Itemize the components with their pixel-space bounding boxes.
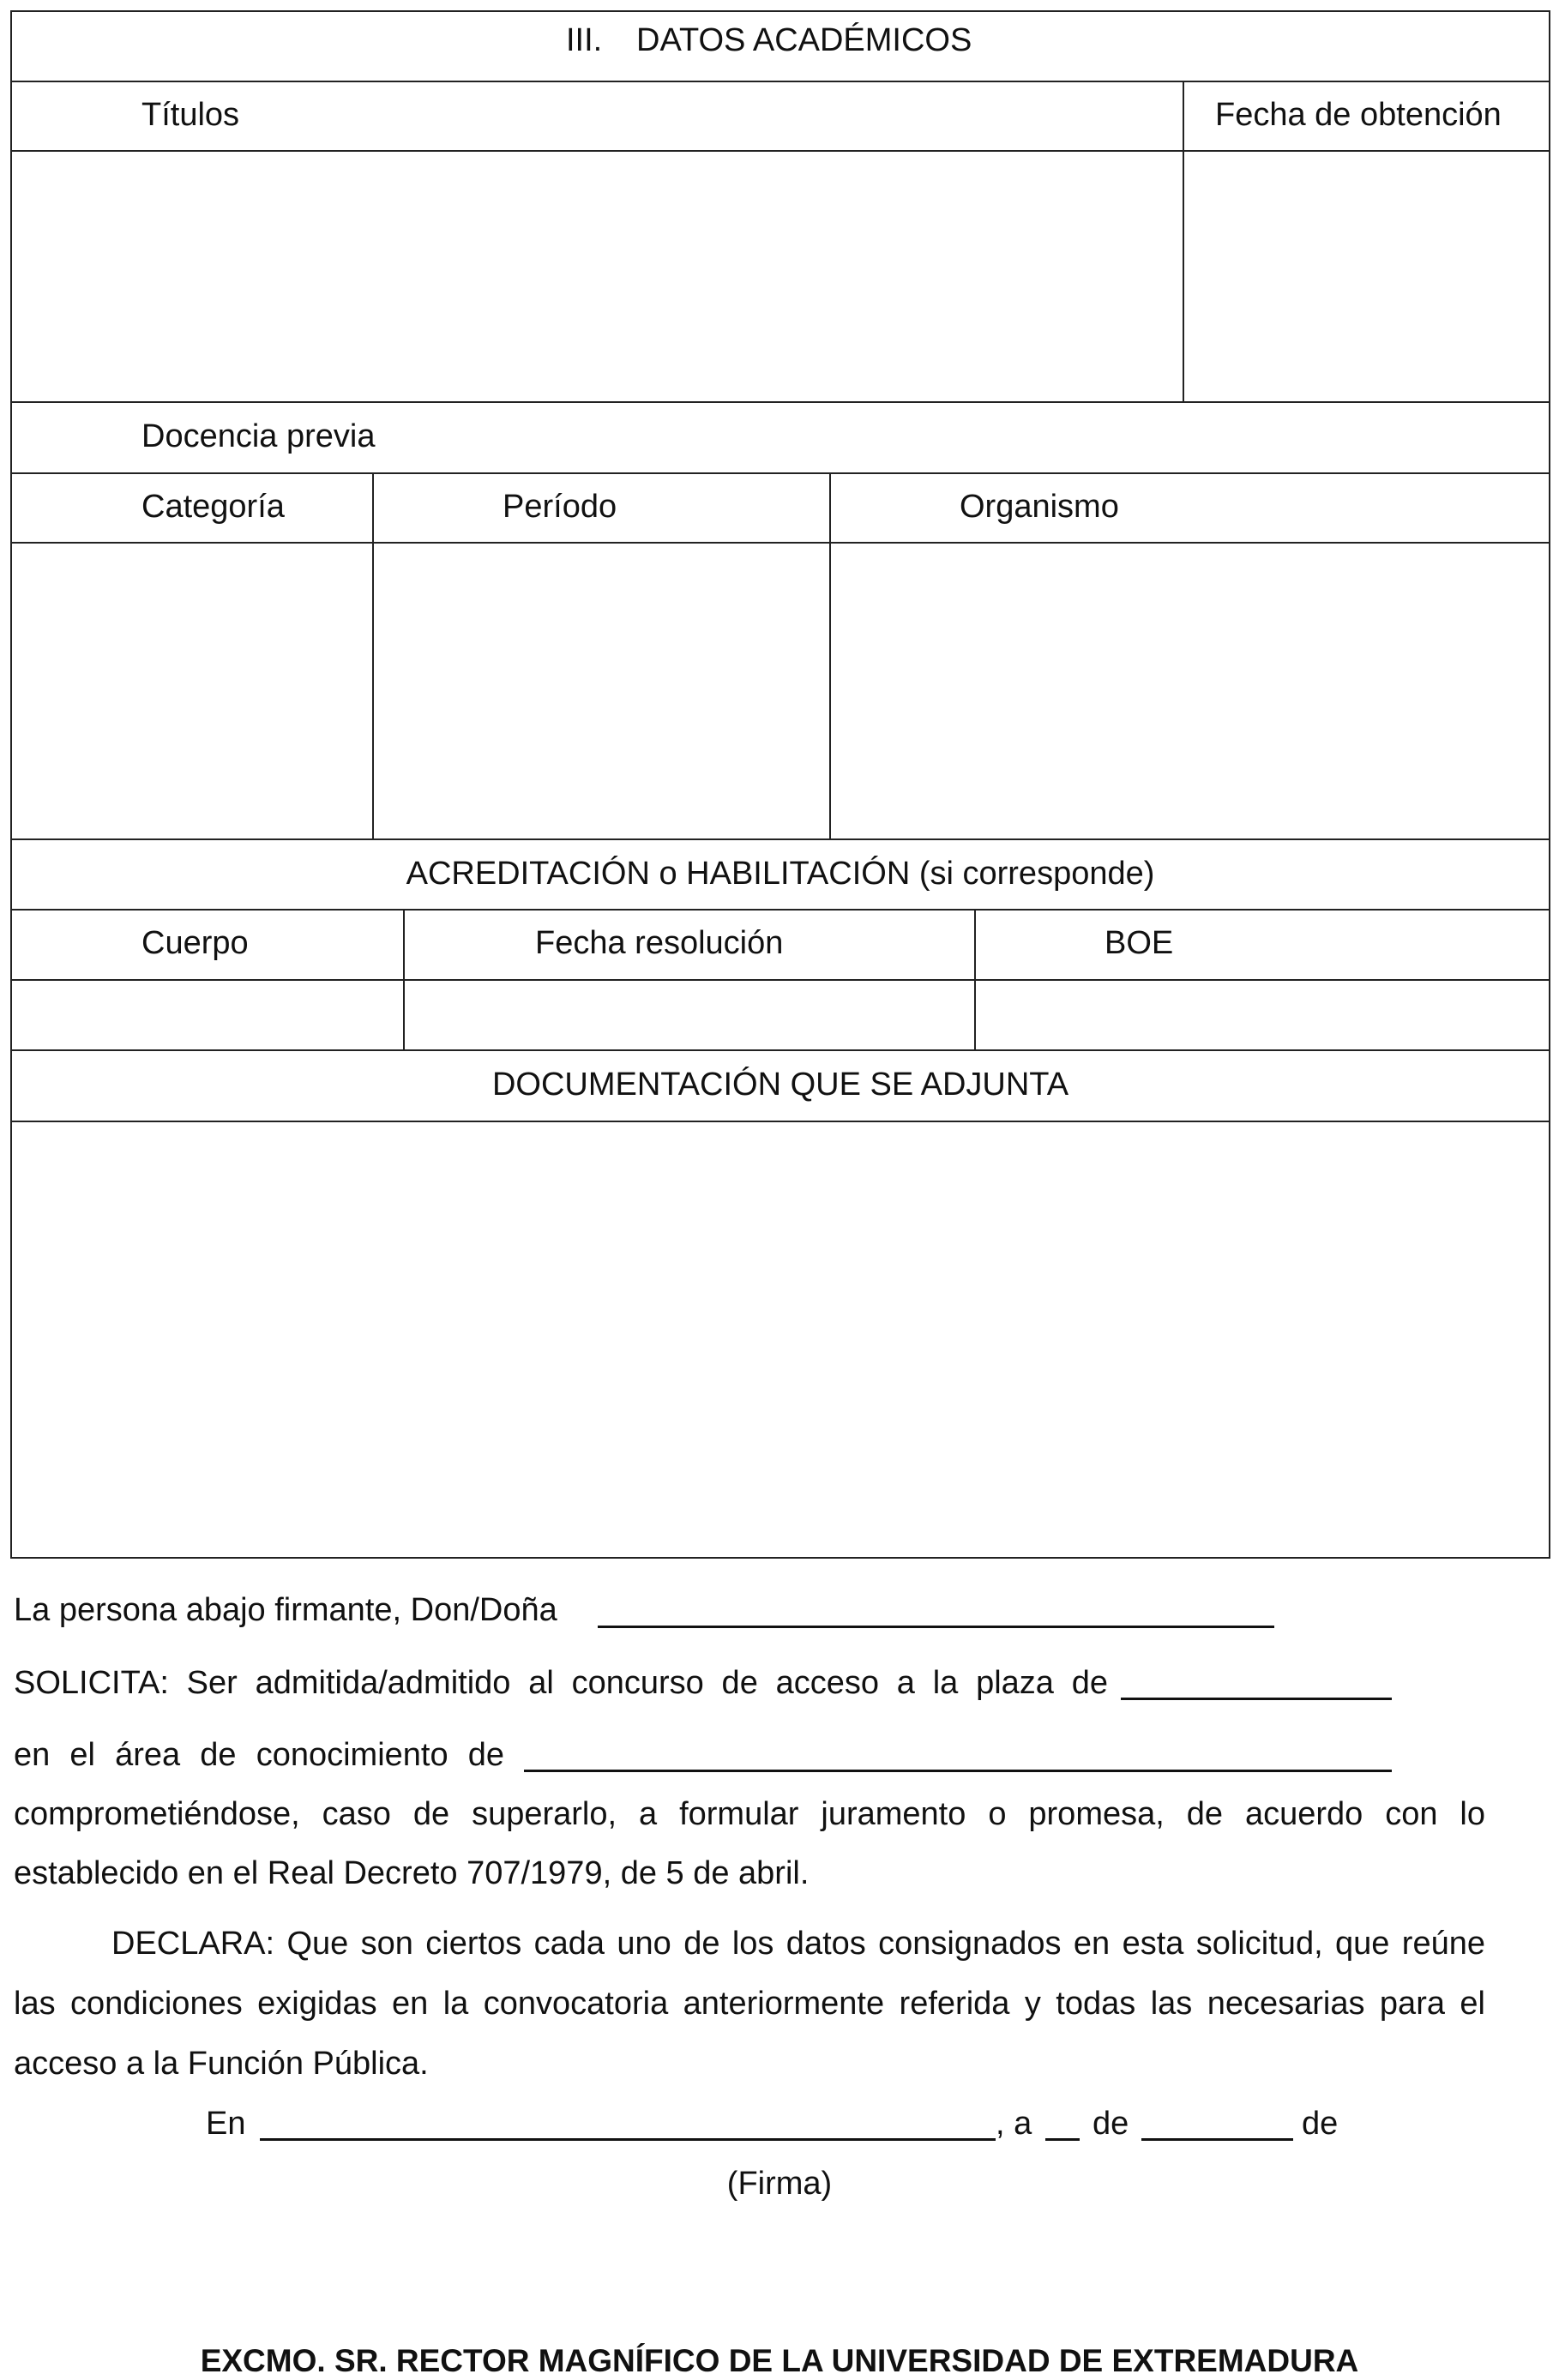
a-label: , a [996, 2106, 1032, 2142]
docencia-previa-heading: Docencia previa [141, 418, 376, 454]
table-line [10, 1121, 1550, 1122]
solicita-text: SOLICITA: Ser admitida/admitido al concurso de acceso a la plaza de [14, 1665, 1108, 1701]
table-column-divider [372, 472, 374, 840]
en-label: En [206, 2106, 246, 2142]
col-header-cuerpo: Cuerpo [141, 925, 249, 961]
col-header-fecha-resolucion: Fecha resolución [535, 925, 784, 961]
addressee-footer: EXCMO. SR. RECTOR MAGNÍFICO DE LA UNIVERSIDAD DE EXTREMADURA [200, 2343, 1359, 2378]
table-line [10, 909, 1550, 911]
table-border-right [1549, 10, 1550, 1559]
compromiso-line-2: establecido en el Real Decreto 707/1979, de 5 de abril. [14, 1855, 810, 1891]
documentacion-cell[interactable] [14, 1123, 1547, 1555]
mes-line[interactable] [1141, 2138, 1293, 2141]
organismo-cell[interactable] [833, 544, 1547, 837]
table-line [10, 1557, 1550, 1559]
de-label-2: de [1302, 2106, 1339, 2142]
section-title: DATOS ACADÉMICOS [636, 22, 972, 58]
area-line[interactable] [524, 1770, 1392, 1772]
titulos-cell[interactable] [14, 153, 1181, 400]
table-line [10, 10, 1550, 12]
area-label: en el área de conocimiento de [14, 1737, 504, 1773]
documentacion-heading: DOCUMENTACIÓN QUE SE ADJUNTA [491, 1067, 1069, 1103]
firma-label: (Firma) [726, 2166, 833, 2202]
table-column-divider [1183, 81, 1184, 403]
table-line [10, 472, 1550, 474]
table-line [10, 81, 1550, 82]
table-line [10, 542, 1550, 544]
col-header-categoria: Categoría [141, 489, 285, 525]
table-line [10, 150, 1550, 152]
table-line [10, 979, 1550, 981]
fecha-obtencion-cell[interactable] [1186, 153, 1547, 400]
declara-line-3: acceso a la Función Pública. [14, 2046, 429, 2082]
declara-line-1: DECLARA: Que son ciertos cada uno de los datos consignados en esta solicitud, que reúne [111, 1926, 1485, 1962]
acreditacion-heading: ACREDITACIÓN o HABILITACIÓN (si corresponde) [406, 856, 1155, 892]
compromiso-line-1: comprometiéndose, caso de superarlo, a formular juramento o promesa, de acuerdo con lo [14, 1796, 1485, 1832]
firmante-name-line[interactable] [598, 1626, 1274, 1628]
table-line [10, 838, 1550, 840]
table-column-divider [403, 909, 405, 1051]
col-header-fecha-obtencion: Fecha de obtención [1215, 97, 1502, 133]
col-header-boe: BOE [1105, 925, 1174, 961]
cuerpo-cell[interactable] [14, 982, 401, 1048]
fecha-resolucion-cell[interactable] [406, 982, 972, 1048]
plaza-line[interactable] [1121, 1698, 1392, 1700]
table-line [10, 401, 1550, 403]
dia-line[interactable] [1045, 2138, 1080, 2141]
col-header-organismo: Organismo [960, 489, 1119, 525]
table-column-divider [829, 472, 831, 840]
col-header-titulos: Títulos [141, 97, 240, 133]
categoria-cell[interactable] [14, 544, 370, 837]
boe-cell[interactable] [978, 982, 1547, 1048]
declara-line-2: las condiciones exigidas en la convocatoria anteriormente referida y todas las necesarias para el [14, 1986, 1485, 2022]
section-number: III. [566, 22, 603, 58]
col-header-periodo: Período [503, 489, 617, 525]
table-border-left [10, 10, 12, 1559]
firmante-label: La persona abajo firmante, Don/Doña [14, 1592, 557, 1628]
table-line [10, 1049, 1550, 1051]
lugar-line[interactable] [260, 2138, 996, 2141]
periodo-cell[interactable] [376, 544, 828, 837]
de-label-1: de [1093, 2106, 1129, 2142]
table-column-divider [974, 909, 976, 1051]
